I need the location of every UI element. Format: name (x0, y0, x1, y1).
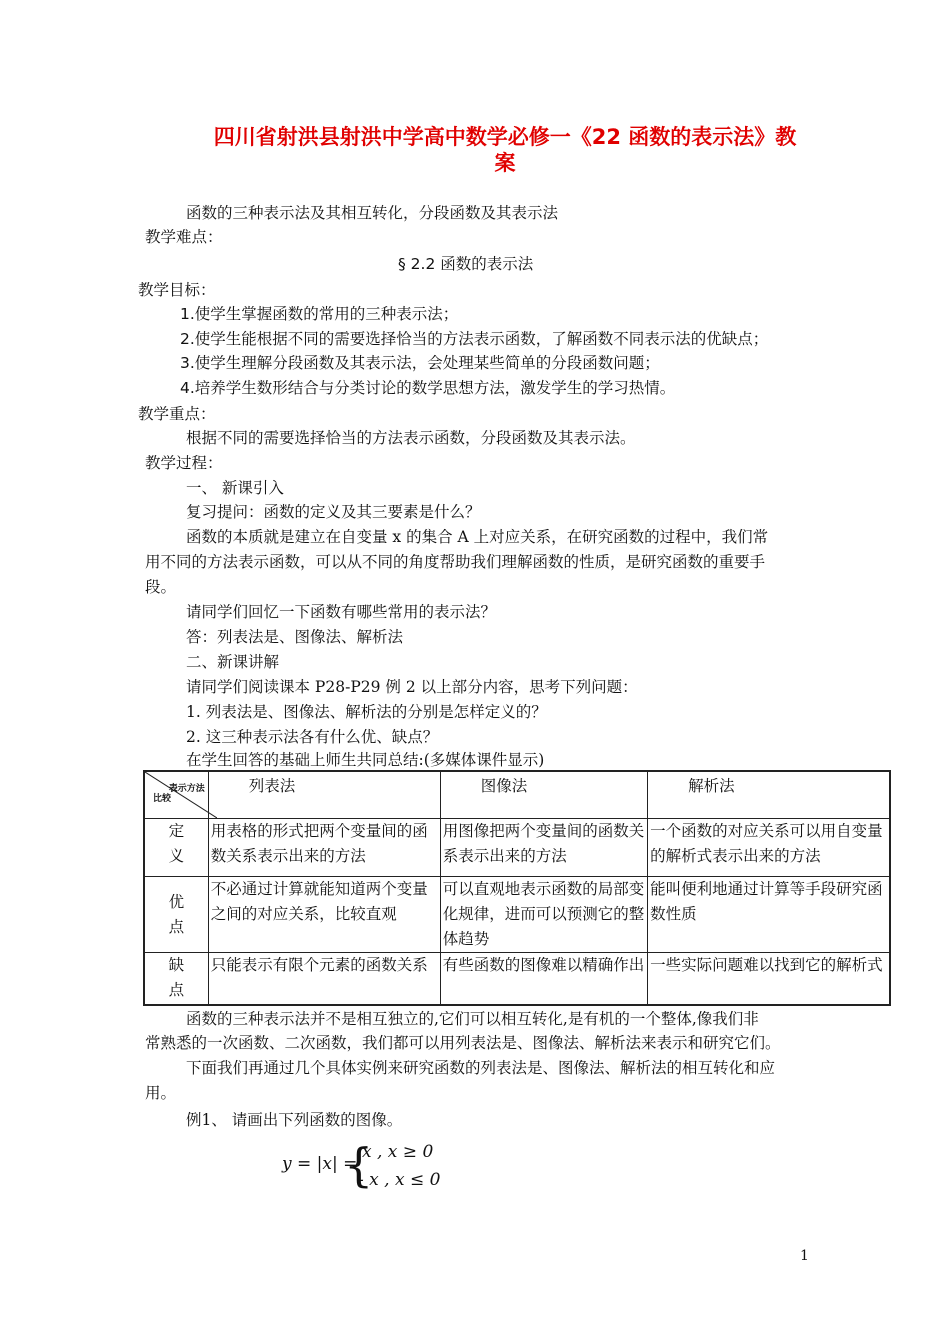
table-cell: 用图像把两个变量间的函数关系表示出来的方法 (440, 819, 647, 877)
summary-intro: 在学生回答的基础上师生共同总结:(多媒体课件显示) (186, 751, 545, 769)
question-2: 2. 这三种表示法各有什么优、缺点？ (186, 728, 439, 746)
paragraph-2-line-1: 函数的三种表示法并不是相互独立的,它们可以相互转化,是有机的一个整体,像我们非 (186, 1010, 759, 1028)
table-cell: 一个函数的对应关系可以用自变量的解析式表示出来的方法 (648, 819, 890, 877)
objective-item: 4.培养学生数形结合与分类讨论的数学思想方法，激发学生的学习热情。 (180, 379, 676, 397)
section-title: § 2.2 函数的表示法 (398, 255, 534, 273)
review-question: 复习提问：函数的定义及其三要素是什么？ (186, 503, 481, 521)
table-cell: 可以直观地表示函数的局部变化规律，进而可以预测它的整体趋势 (440, 877, 647, 953)
corner-label-top: 表示方法 (168, 784, 205, 794)
process-label: 教学过程： (145, 454, 223, 472)
table-cell: 不必通过计算就能知道两个变量之间的对应关系，比较直观 (208, 877, 440, 953)
objective-item: 3.使学生理解分段函数及其表示法，会处理某些简单的分段函数问题； (180, 354, 660, 372)
recall-question: 请同学们回忆一下函数有哪些常用的表示法？ (186, 603, 497, 621)
header-cell-graph-method: 图像法 (440, 771, 647, 819)
key-points-label: 教学重点： (138, 405, 216, 423)
row-label-char: 定 (168, 822, 185, 840)
row-label-disadvantages (144, 953, 208, 1005)
row-label-advantages (144, 877, 208, 953)
difficulty-label: 教学难点： (145, 228, 223, 246)
row-label-char: 义 (168, 847, 185, 865)
row-label-char: 优 (168, 892, 185, 911)
header-cell-table-method: 列表法 (208, 771, 440, 819)
page-number: 1 (800, 1248, 809, 1264)
row-label-char: 点 (168, 981, 185, 999)
paragraph-1-line-2: 用不同的方法表示函数，可以从不同的角度帮助我们理解函数的性质，是研究函数的重要手 (145, 553, 766, 571)
table-row-disadvantages (144, 953, 890, 1005)
paragraph-1-line-3: 段。 (145, 578, 177, 596)
reading-task: 请同学们阅读课本 P28-P29 例 2 以上部分内容，思考下列问题： (186, 678, 638, 696)
table-header-row (144, 771, 890, 819)
example-1: 例1、 请画出下列函数的图像。 (186, 1111, 403, 1129)
table-cell: 只能表示有限个元素的函数关系 (208, 953, 440, 1005)
formula-case-1: x , x ≥ 0 (362, 1142, 434, 1162)
paragraph-3-line-2: 用。 (145, 1084, 177, 1102)
table-cell: 能叫便利地通过计算等手段研究函数性质 (648, 877, 890, 953)
paragraph-3-line-1: 下面我们再通过几个具体实例来研究函数的列表法是、图像法、解析法的相互转化和应 (186, 1059, 776, 1077)
table-corner-cell (144, 771, 208, 819)
formula-lhs: y = |x| = (282, 1154, 358, 1174)
recall-answer: 答：列表法是、图像法、解析法 (186, 628, 404, 646)
formula-case-2: - x , x ≤ 0 (358, 1170, 441, 1190)
objective-item: 2.使学生能根据不同的需要选择恰当的方法表示函数，了解函数不同表示法的优缺点； (180, 330, 769, 348)
row-label-definition (144, 819, 208, 877)
document-title-line-1: 四川省射洪县射洪中学高中数学必修一《22 函数的表示法》教 (213, 125, 797, 149)
question-1: 1. 列表法是、图像法、解析法的分别是怎样定义的？ (186, 703, 547, 721)
table-row-advantages (144, 877, 890, 953)
objective-item: 1.使学生掌握函数的常用的三种表示法； (180, 305, 459, 323)
corner-label-bottom: 比较 (153, 794, 172, 804)
left-brace-icon: { (344, 1138, 374, 1192)
row-label-char: 点 (168, 917, 185, 936)
piecewise-formula (282, 1138, 482, 1194)
objectives-label: 教学目标： (138, 281, 216, 299)
row-label-char: 缺 (168, 956, 185, 974)
paragraph-1-line-1: 函数的本质就是建立在自变量 x 的集合 A 上对应关系，在研究函数的过程中，我们常 (186, 528, 769, 546)
key-points-content: 根据不同的需要选择恰当的方法表示函数，分段函数及其表示法。 (186, 429, 636, 447)
table-row-definition (144, 819, 890, 877)
part1-heading: 一、 新课引入 (186, 479, 284, 497)
table-cell: 有些函数的图像难以精确作出 (440, 953, 647, 1005)
document-title-line-2: 案 (494, 151, 516, 175)
table-cell: 用表格的形式把两个变量间的函数关系表示出来的方法 (208, 819, 440, 877)
table-cell: 一些实际问题难以找到它的解析式 (648, 953, 890, 1005)
header-cell-analytic-method: 解析法 (648, 771, 890, 819)
paragraph-2-line-2: 常熟悉的一次函数、二次函数，我们都可以用列表法是、图像法、解析法来表示和研究它们。 (145, 1034, 781, 1052)
part2-heading: 二、新课讲解 (186, 653, 280, 671)
difficulty-content: 函数的三种表示法及其相互转化，分段函数及其表示法 (186, 204, 559, 222)
comparison-table (143, 770, 891, 1006)
